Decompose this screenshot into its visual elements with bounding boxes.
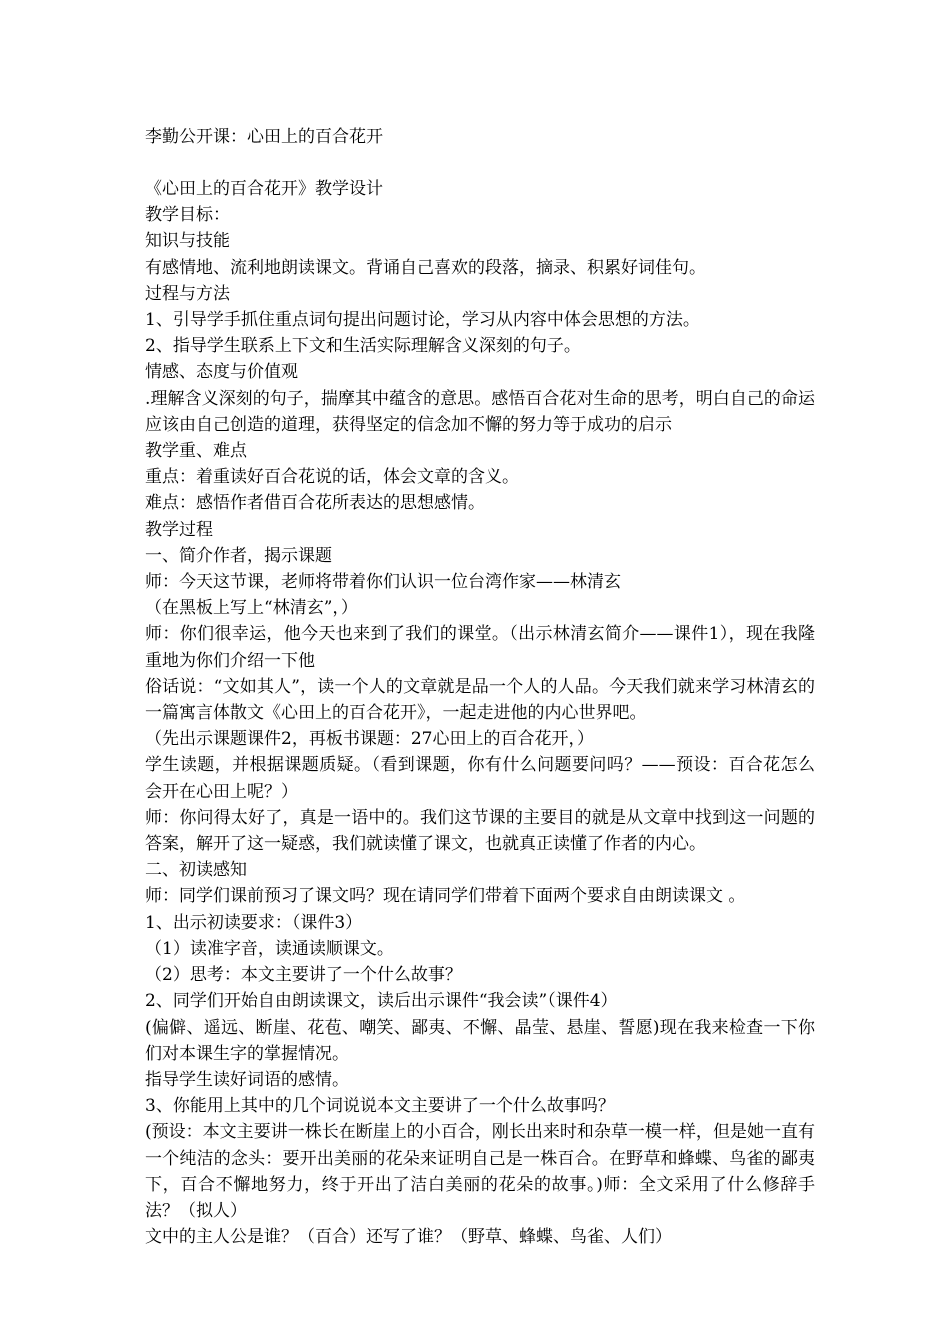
paragraph: 师：你问得太好了，真是一语中的。我们这节课的主要目的就是从文章中找到这一问题的答案，解开了这一疑惑，我们就读懂了课文，也就真正读懂了作者的内心。	[145, 807, 815, 855]
paragraph: （2）思考：本文主要讲了一个什么故事？	[145, 965, 462, 986]
paragraph: （先出示课题课件2，再板书课题：27心田上的百合花开，）	[145, 729, 594, 750]
section-heading: 教学过程	[145, 519, 213, 540]
paragraph: 师：今天这节课，老师将带着你们认识一位台湾作家——林清玄	[145, 572, 621, 593]
section-heading: 教学重、难点	[145, 441, 247, 462]
subsection-heading: 知识与技能	[145, 231, 230, 252]
paragraph: .理解含义深刻的句子，揣摩其中蕴含的意思。感悟百合花对生命的思考，明白自己的命运应该由自己创造的道理，获得坚定的信念加不懈的努力等于成功的启示	[145, 388, 815, 435]
paragraph: 3、你能用上其中的几个词说说本文主要讲了一个什么故事吗？	[145, 1096, 615, 1117]
subsection-heading: 过程与方法	[145, 283, 230, 304]
subsection-heading: 情感、态度与价值观	[145, 362, 298, 383]
subsection-heading: 一、简介作者，揭示课题	[145, 545, 332, 566]
paragraph: 俗话说：“文如其人”，读一个人的文章就是品一个人的人品。今天我们就来学习林清玄的一篇寓言体散文《心田上的百合花开》，一起走进他的内心世界吧。	[145, 676, 815, 724]
document-body	[145, 176, 815, 1250]
paragraph: (偏僻、遥远、断崖、花苞、嘲笑、鄙夷、不懈、晶莹、悬崖、誓愿)现在我来检查一下你们对本课生字的掌握情况。	[145, 1017, 815, 1064]
paragraph: 难点：感悟作者借百合花所表达的思想感情。	[145, 493, 485, 514]
paragraph: (预设：本文主要讲一株长在断崖上的小百合，刚长出来时和杂草一模一样，但是她一直有一个纯洁的念头：要开出美丽的花朵来证明自己是一株百合。在野草和蜂蝶、鸟雀的鄙夷下，百合不懈地努力，终于开出了洁白美丽的花朵的故事。)师：全文采用了什么修辞手法？（拟人）	[145, 1122, 815, 1221]
paragraph: 2、指导学生联系上下文和生活实际理解含义深刻的句子。	[145, 336, 581, 357]
subsection-heading: 二、初读感知	[145, 860, 247, 881]
paragraph: （在黑板上写上“林清玄”，）	[145, 598, 358, 619]
document-header-title: 李勤公开课：心田上的百合花开	[145, 127, 383, 147]
paragraph: （1）读准字音，读通读顺课文。	[145, 938, 394, 959]
paragraph: 师：同学们课前预习了课文吗？现在请同学们带着下面两个要求自由朗读课文 。	[145, 886, 746, 907]
paragraph: 文中的主人公是谁？（百合）还写了谁？（野草、蜂蝶、鸟雀、人们）	[145, 1227, 672, 1248]
paragraph: 有感情地、流利地朗读课文。背诵自己喜欢的段落，摘录、积累好词佳句。	[145, 257, 706, 278]
paragraph: 师：你们很幸运，他今天也来到了我们的课堂。（出示林清玄简介——课件1），现在我隆重地为你们介绍一下他	[145, 624, 815, 671]
paragraph: 指导学生读好词语的感情。	[145, 1069, 349, 1090]
document-page	[145, 0, 815, 1344]
lesson-plan-title: 《心田上的百合花开》教学设计	[145, 179, 383, 199]
paragraph: 2、同学们开始自由朗读课文，读后出示课件“我会读”（课件4）	[145, 991, 618, 1012]
section-heading: 教学目标：	[145, 205, 230, 226]
paragraph: 1、出示初读要求：（课件3）	[145, 912, 363, 933]
paragraph: 重点：着重读好百合花说的话，体会文章的含义。	[145, 467, 519, 488]
paragraph: 1、引导学手抓住重点词句提出问题讨论，学习从内容中体会思想的方法。	[145, 310, 700, 331]
paragraph: 学生读题，并根据课题质疑。（看到课题，你有什么问题要问吗？——预设：百合花怎么会开在心田上呢？）	[145, 755, 815, 802]
